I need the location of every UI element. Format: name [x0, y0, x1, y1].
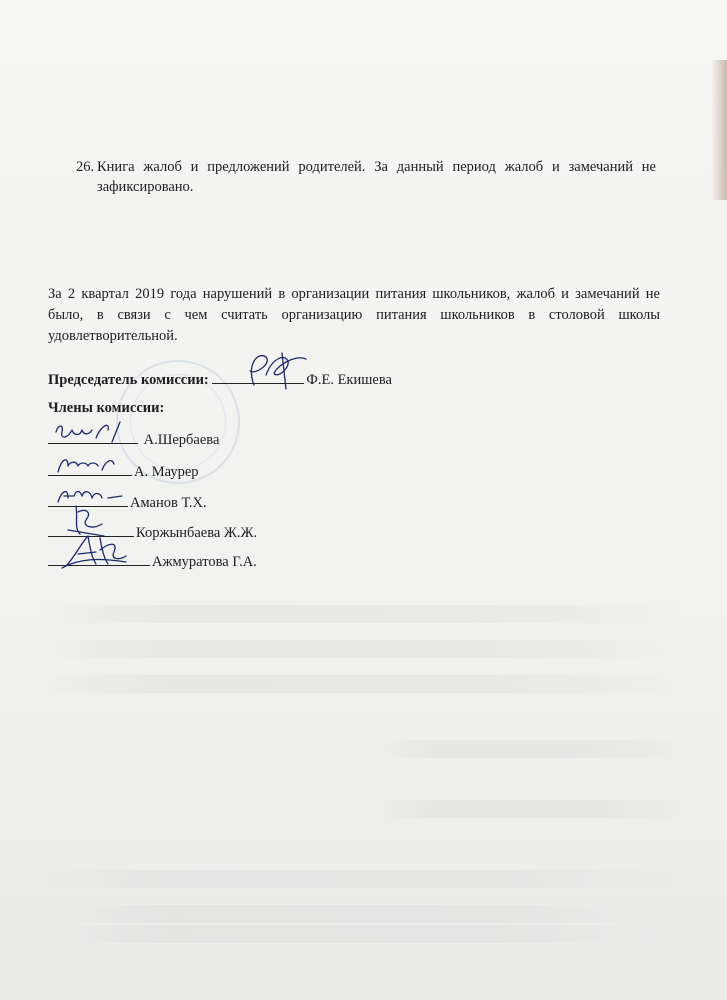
chair-label: Председатель комиссии: — [48, 372, 209, 388]
member-name: Аманов Т.Х. — [130, 495, 207, 511]
signature-blank — [212, 382, 304, 384]
signature-blank — [48, 505, 128, 507]
member-signature-line — [48, 430, 219, 450]
member-signature-line — [48, 462, 199, 482]
bleed-through-line — [40, 675, 687, 693]
members-label: Члены комиссии: — [48, 400, 165, 416]
summary-paragraph: За 2 квартал 2019 года нарушений в организации питания школьников, жалоб и замечаний не было, в связи с чем считать организацию питания школьников в столовой школы удовлетворительной. — [48, 286, 660, 344]
bleed-through-line — [40, 640, 687, 658]
signature-blank — [48, 442, 138, 444]
chair-name: Ф.Е. Екишева — [306, 372, 392, 388]
list-item-26 — [76, 157, 656, 197]
member-name: А.Шербаева — [143, 432, 220, 448]
bleed-through-line — [40, 605, 687, 623]
chair-signature-line — [48, 370, 392, 390]
bleed-through-line — [380, 740, 687, 758]
member-name: А. Маурер — [134, 464, 199, 480]
bleed-through-line — [40, 925, 687, 943]
member-signature-line — [48, 493, 207, 513]
bleed-through-line — [40, 905, 687, 923]
page-edge-shadow — [711, 60, 727, 200]
member-name: Коржынбаева Ж.Ж. — [136, 525, 258, 541]
signature-blank — [48, 535, 134, 537]
member-name: Ажмуратова Г.А. — [152, 554, 257, 570]
member-signature-line — [48, 552, 257, 572]
list-item-number: 26. — [76, 159, 95, 175]
bleed-through-line — [380, 800, 687, 818]
list-item-text: Книга жалоб и предложений родителей. За данный период жалоб и замечаний не зафиксировано. — [97, 159, 656, 195]
signature-blank — [48, 474, 132, 476]
signature-blank — [48, 564, 150, 566]
member-signature-line — [48, 523, 257, 543]
bleed-through-line — [40, 870, 687, 888]
